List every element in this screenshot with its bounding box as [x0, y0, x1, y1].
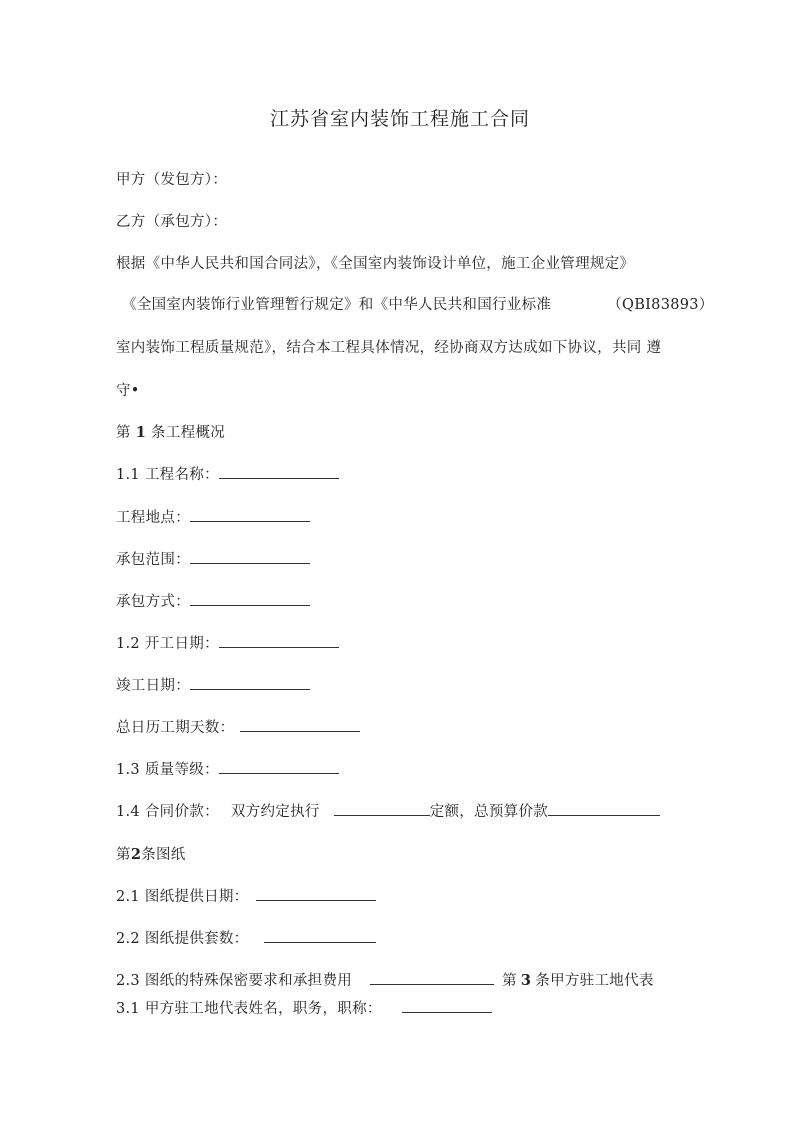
article-1-prefix: 第 — [116, 425, 131, 441]
contract-price-label: 1.4 合同价款： — [116, 804, 219, 820]
drawing-sets-row — [116, 927, 376, 948]
method-row — [116, 590, 310, 611]
article-1-title: 条工程概况 — [151, 425, 226, 441]
scope-label: 承包范围： — [116, 552, 190, 568]
drawing-date-row — [116, 885, 376, 906]
end-date-row — [116, 674, 310, 695]
quality-row — [116, 758, 339, 779]
intro-line-4: 守• — [116, 383, 140, 399]
intro-line-3: 室内装饰工程质量规范》，结合本工程具体情况，经协商双方达成如下协议，共同 遵 — [116, 340, 662, 356]
scope-blank[interactable] — [190, 549, 310, 565]
scope-row — [116, 548, 310, 569]
representative-row — [116, 997, 492, 1018]
project-name-label: 1.1 工程名称： — [116, 467, 219, 483]
location-row — [116, 506, 310, 527]
article-2-heading — [116, 843, 186, 864]
intro-standard-code: （QBI83893） — [607, 297, 714, 313]
start-date-blank[interactable] — [219, 633, 339, 649]
intro-line-2 — [122, 293, 714, 314]
method-blank[interactable] — [190, 591, 310, 607]
party-a-line: 甲方（发包方）： — [116, 172, 228, 188]
article-3-title: 条甲方驻工地代表 — [535, 973, 654, 989]
budget-price-blank[interactable] — [548, 801, 660, 817]
quality-label: 1.3 质量等级： — [116, 762, 219, 778]
article-2-number: 2 — [130, 846, 142, 863]
drawing-secrecy-blank[interactable] — [370, 970, 494, 986]
contract-price-row — [116, 800, 660, 821]
start-date-label: 1.2 开工日期： — [116, 636, 219, 652]
drawing-sets-label: 2.2 图纸提供套数： — [116, 931, 249, 947]
method-label: 承包方式： — [116, 594, 190, 610]
intro-line-1: 根据《中华人民共和国合同法》，《全国室内装饰设计单位，施工企业管理规定》 — [116, 256, 635, 272]
total-days-blank[interactable] — [240, 717, 360, 733]
drawing-date-blank[interactable] — [256, 886, 376, 902]
total-days-row — [116, 716, 360, 737]
intro-line-2-text: 《全国室内装饰行业管理暂行规定》和《中华人民共和国行业标准 — [122, 297, 552, 313]
article-3-number: 3 — [520, 972, 532, 989]
contract-price-agreed: 双方约定执行 — [230, 804, 320, 820]
article-1-heading — [116, 421, 225, 442]
quota-blank[interactable] — [334, 801, 430, 817]
project-name-row — [116, 463, 339, 484]
document-title: 江苏省室内装饰工程施工合同 — [269, 108, 530, 130]
representative-label: 3.1 甲方驻工地代表姓名，职务，职称： — [116, 1001, 382, 1017]
total-days-label: 总日历工期天数： — [116, 720, 235, 736]
drawing-secrecy-label: 2.3 图纸的特殊保密要求和承担费用 — [116, 973, 353, 989]
contract-price-quota: 定额，总预算价款 — [429, 804, 549, 820]
article-2-title: 条图纸 — [141, 847, 186, 863]
article-1-number: 1 — [135, 424, 147, 441]
article-3-prefix: 第 — [502, 973, 517, 989]
end-date-label: 竣工日期： — [116, 678, 190, 694]
drawing-date-label: 2.1 图纸提供日期： — [116, 889, 249, 905]
drawing-sets-blank[interactable] — [264, 928, 376, 944]
drawing-secrecy-row — [116, 969, 654, 990]
start-date-row — [116, 632, 339, 653]
representative-blank[interactable] — [402, 998, 492, 1014]
location-blank[interactable] — [190, 507, 310, 523]
party-b-line: 乙方（承包方）： — [116, 214, 228, 230]
end-date-blank[interactable] — [190, 675, 310, 691]
quality-blank[interactable] — [219, 759, 339, 775]
location-label: 工程地点： — [116, 510, 190, 526]
article-2-prefix: 第 — [116, 847, 131, 863]
project-name-blank[interactable] — [219, 464, 339, 480]
